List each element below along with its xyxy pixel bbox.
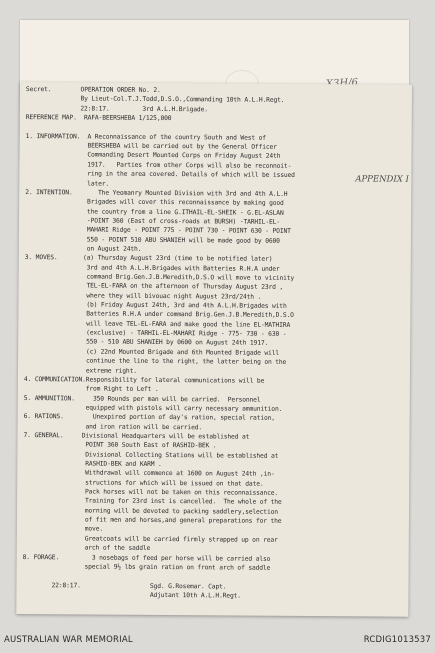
typed-line: Secret. OPERATION ORDER No. 2.: [25, 86, 161, 94]
typed-line: Greatcoats will be carried firmly strapped up on rear: [22, 534, 278, 544]
archive-id: RCDIG1013537: [363, 635, 431, 645]
document-page: [16, 82, 412, 617]
typed-line: extreme right.: [23, 366, 137, 375]
typed-line: Adjutant 10th A.L.H.Regt.: [22, 590, 241, 600]
typed-line: command Brig.Gen.J.B.Meredith,D.S.O will move to vicinity: [24, 273, 295, 282]
typed-line: POINT 360 South East of RASHID-BEK .: [23, 441, 217, 450]
typed-line: special 9½ lbs grain ration on front arch of saddle: [22, 562, 271, 572]
typed-line: Divisional Collecting Stations will be established at: [23, 450, 279, 460]
typed-line: Commanding Desert Mounted Corps on Friday August 24th: [25, 151, 281, 161]
typed-line: Batteries R.H.A under command Brig.Gen.J.B.Meredith,D.S.O: [24, 310, 294, 320]
typed-line: 550 - POINT 510 ABU SHANIEH will be made good by 0600: [24, 235, 280, 245]
typed-line: MAHARI Ridge - POINT 775 - POINT 730 - POINT 630 - POINT: [24, 226, 291, 236]
typed-line: (c) 22nd Mounted Brigade and 6th Mounted Brigade will: [24, 347, 280, 357]
typed-line: -POINT 360 (East of cross-roads at BURSH) -TARHIL-EL-: [25, 216, 280, 226]
typed-line: By Lieut-Col.T.J.Todd,D.S.O.,Commanding 10th A.L.H.Regt.: [25, 95, 285, 105]
typed-line: (b) Friday August 24th, 3rd and 4th A.L.H.Brigades with: [24, 301, 287, 310]
appendix-annotation: APPENDIX I: [355, 174, 409, 185]
typed-line: ring in the area covered. Details of which will be issued: [25, 170, 295, 180]
typed-line: of fit men and horses,and general preparations for the: [22, 516, 282, 525]
typed-line: 1. INFORMATION. A Reconnaissance of the country South and West of: [25, 132, 266, 142]
typed-line: 550 - 510 ABU SHANIEH by 0600 on August 24th 1917.: [24, 338, 269, 348]
typed-line: equipped with pistols will carry necessary ammunition.: [23, 403, 283, 413]
typed-line: Brigades will cover this reconnaissance by making good: [25, 198, 284, 208]
typed-line: 22:8:17. 3rd A.L.H.Brigade.: [25, 104, 208, 113]
typed-line: arch of the saddle: [22, 544, 151, 553]
typed-line: on August 24th.: [24, 244, 142, 253]
typed-line: (exclusive) - TARHIL-EL-MAHARI Ridge - 775- 730 - 630 -: [24, 329, 287, 338]
typed-line: later.: [25, 179, 110, 188]
typed-line: 2. INTENTION. The Yeomanry Mounted Division with 3rd and 4th A.L.H: [25, 188, 288, 198]
typed-line: REFERENCE MAP. RAFA-BEERSHEBA 1/125,000: [25, 114, 172, 123]
typed-line: TEL-EL-FARA on the afternoon of Thursday August 23rd ,: [24, 282, 284, 292]
typed-line: 4. COMMUNICATION.Responsibility for lateral communications will be: [23, 375, 265, 385]
typed-line: and iron ration will be carried.: [23, 422, 203, 431]
typed-line: 6. RATIONS. Unexpired portion of day's ration, special ration,: [23, 413, 275, 423]
typed-line: RASHID-BEK and KARM .: [23, 460, 162, 468]
typed-line: 7. GENERAL. Divisional Headquarters will be established at: [23, 431, 250, 441]
typed-line: will leave TEL-EL-FARA and make good the line EL-MATHIRA: [24, 319, 291, 329]
typed-line: morning will be devoted to packing saddlery,selection: [22, 506, 278, 516]
typed-line: structions for which will be issued on that date.: [23, 478, 264, 488]
typed-line: 5. AMMUNITION. 350 Rounds per man will be carried. Personnel: [23, 394, 261, 404]
typed-line: Pack horses will not be taken on this reconnaissance.: [23, 488, 279, 497]
typed-line: 3. MOVES. (a) Thursday August 23rd (time to be notified later): [24, 254, 273, 264]
typed-line: continue the line to the right, the latter being on the: [24, 357, 287, 367]
typed-line: where they will bivouac night August 23rd/24th .: [24, 291, 262, 301]
typed-line: Training for 23rd inst is cancelled. The whole of the: [23, 497, 282, 507]
typed-line: Withdrawal will commence at 1600 on August 24th ,in-: [23, 469, 275, 479]
typed-line: BEERSHEBA will be carried out by the General Officer: [25, 142, 277, 151]
typed-line: 1917. Parties from other Corps will also be reconnoit-: [25, 160, 292, 170]
typed-line: 8. FORAGE. 3 nosebags of feed per horse will be carried also: [22, 553, 271, 563]
typed-line: 22:8:17. Sgd. G.Rosemar. Capt.: [22, 581, 227, 590]
typed-line: move.: [22, 525, 104, 534]
typed-line: 3rd and 4th A.L.H.Brigades with Batteries R.H.A under: [24, 263, 280, 273]
archive-credit: AUSTRALIAN WAR MEMORIAL: [4, 635, 133, 645]
typed-line: from Right to Left .: [23, 385, 159, 394]
typed-line: the country from a line G.ITHAIL-EL-SHEIK - G.EL-ASLAN: [25, 207, 284, 217]
